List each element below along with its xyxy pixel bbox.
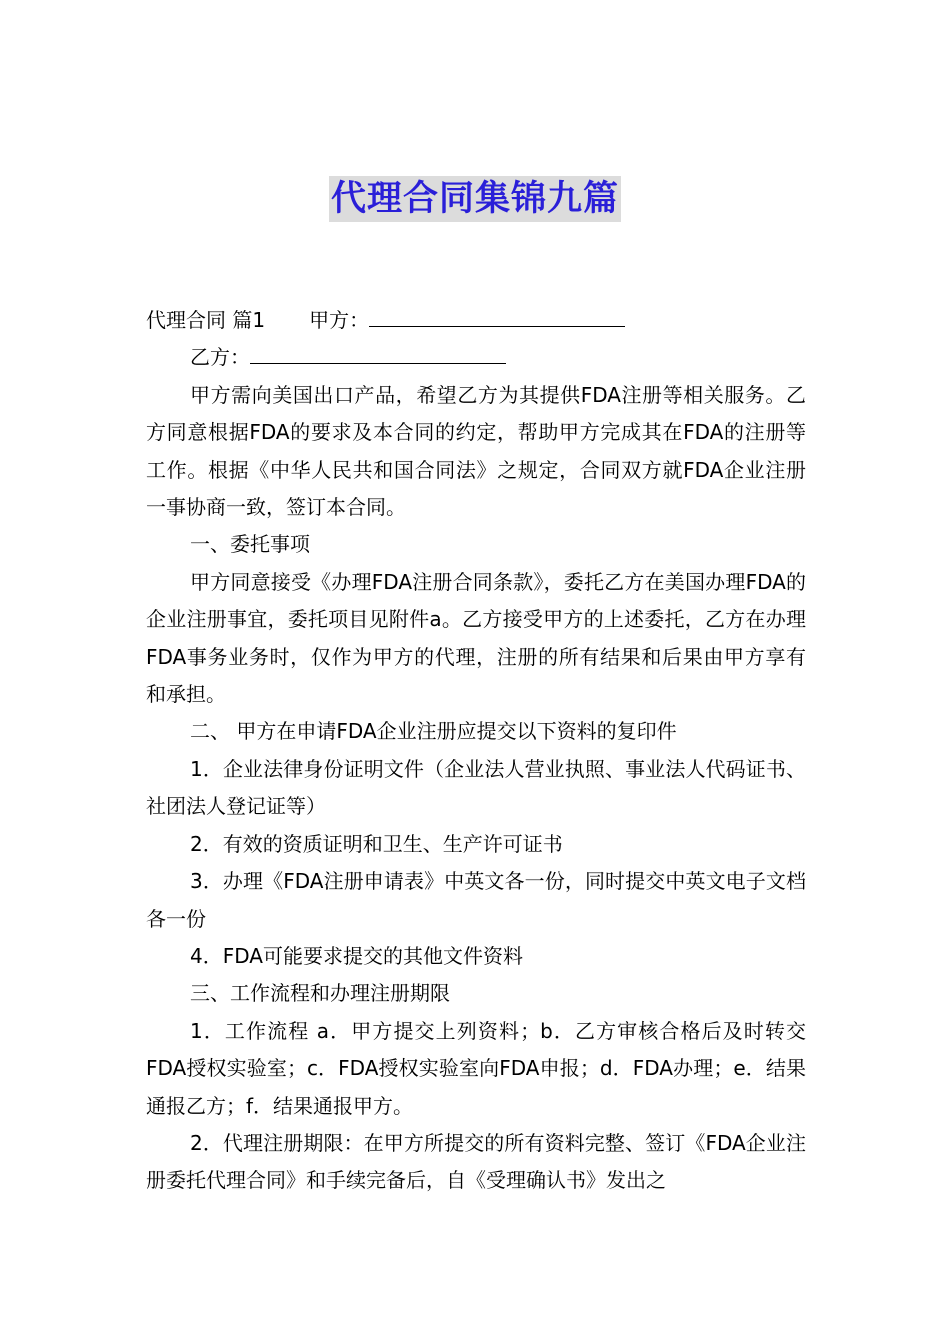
list-item: 3．办理《FDA注册申请表》中英文各一份，同时提交中英文电子文档各一份 [146, 869, 806, 931]
list-item: 1．工作流程 a．甲方提交上列资料；b．乙方审核合格后及时转交FDA授权实验室；c．FDA授权实验室向FDA申报；d．FDA办理；e．结果通报乙方；f．结果通报甲方。 [146, 1018, 806, 1118]
party-a-label: 甲方： [309, 308, 370, 332]
document-body [146, 302, 806, 1200]
party-b-blank [250, 341, 506, 364]
list-item: 4．FDA可能要求提交的其他文件资料 [190, 943, 523, 968]
party-b-label: 乙方： [190, 345, 250, 370]
paragraph: 甲方同意接受《办理FDA注册合同条款》，委托乙方在美国办理FDA的企业注册事宜，委托项目见附件a。乙方接受甲方的上述委托，乙方在办理FDA事务业务时，仅作为甲方的代理，注册的所有结果和后果由甲方享有和承担。 [146, 569, 806, 707]
section-heading: 一、委托事项 [190, 532, 310, 557]
list-item: 2．代理注册期限：在甲方所提交的所有资料完整、签订《FDA企业注册委托代理合同》和手续完备后，自《受理确认书》发出之 [146, 1130, 806, 1193]
title-container [0, 176, 950, 222]
party-a-blank [369, 304, 625, 327]
party-b-line [146, 339, 806, 376]
contract-header-line [146, 302, 806, 339]
document-title: 代理合同集锦九篇 [329, 176, 621, 222]
section-heading: 三、工作流程和办理注册期限 [190, 981, 450, 1006]
paragraph: 甲方需向美国出口产品，希望乙方为其提供FDA注册等相关服务。乙方同意根据FDA的要求及本合同的约定，帮助甲方完成其在FDA的注册等工作。根据《中华人民共和国合同法》之规定，合同双方就FDA企业注册一事协商一致，签订本合同。 [146, 382, 806, 520]
list-item: 1．企业法律身份证明文件（企业法人营业执照、事业法人代码证书、社团法人登记证等） [146, 756, 806, 819]
section-label: 代理合同 篇1 [146, 308, 266, 332]
list-item: 2．有效的资质证明和卫生、生产许可证书 [190, 831, 563, 856]
section-heading: 二、 甲方在申请FDA企业注册应提交以下资料的复印件 [190, 719, 677, 744]
